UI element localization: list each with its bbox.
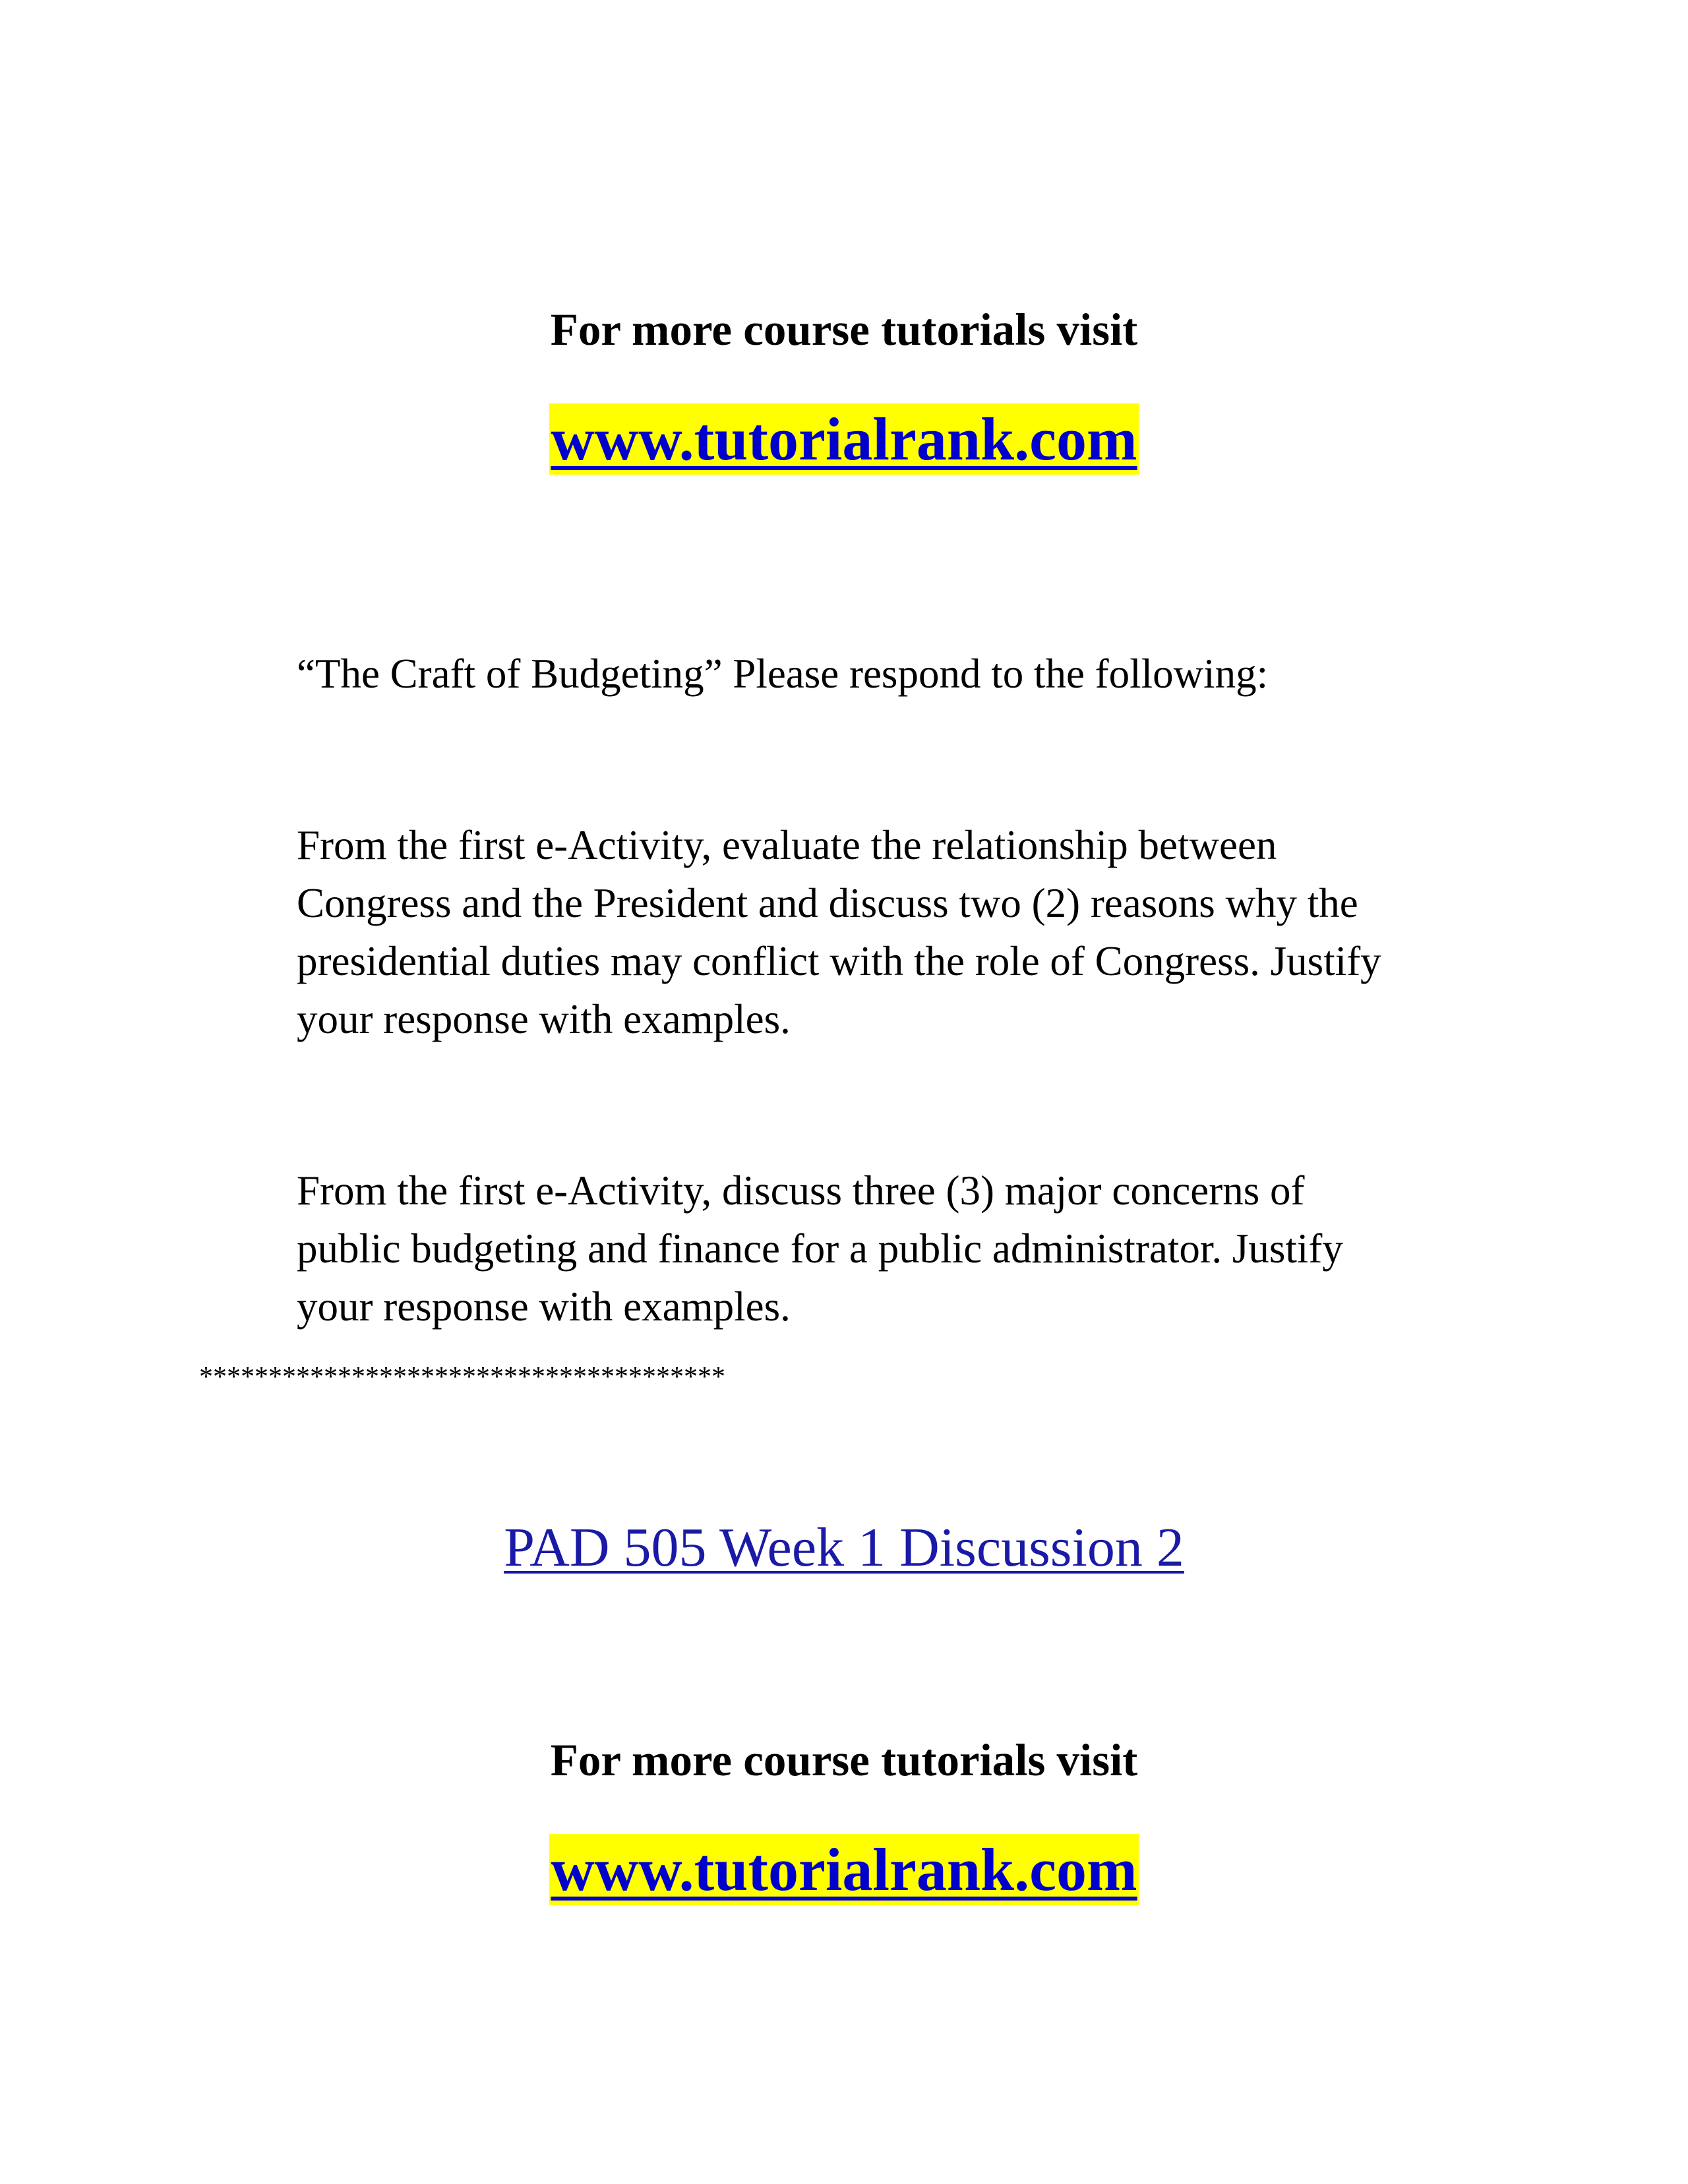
intro-text: “The Craft of Budgeting” Please respond to the following: <box>297 651 1269 697</box>
footer-visit-text: For more course tutorials visit <box>550 1735 1138 1785</box>
question-1-line: your response with examples. <box>297 996 791 1042</box>
question-1-line: From the first e-Activity, evaluate the relationship between <box>297 822 1277 868</box>
footer-url-link[interactable]: www.tutorialrank.com <box>549 1834 1138 1905</box>
header-visit-text: For more course tutorials visit <box>550 305 1138 355</box>
question-2-line: public budgeting and finance for a public administrator. Justify <box>297 1225 1343 1272</box>
question-2-line: your response with examples. <box>297 1284 791 1330</box>
intro-paragraph <box>297 645 1550 703</box>
separator-stars: ************************************** <box>199 1362 725 1392</box>
course-title-link[interactable]: PAD 505 Week 1 Discussion 2 <box>504 1517 1184 1578</box>
course-link-container <box>0 1515 1688 1581</box>
header-url-link[interactable]: www.tutorialrank.com <box>549 403 1138 475</box>
question-1-paragraph <box>297 816 1550 1048</box>
question-2-line: From the first e-Activity, discuss three (3) major concerns of <box>297 1167 1305 1214</box>
question-1-line: Congress and the President and discuss two (2) reasons why the <box>297 880 1358 926</box>
header-url-container <box>0 403 1688 475</box>
footer-url-container <box>0 1834 1688 1905</box>
question-2-paragraph <box>297 1162 1550 1336</box>
question-1-line: presidential duties may conflict with the role of Congress. Justify <box>297 938 1381 984</box>
